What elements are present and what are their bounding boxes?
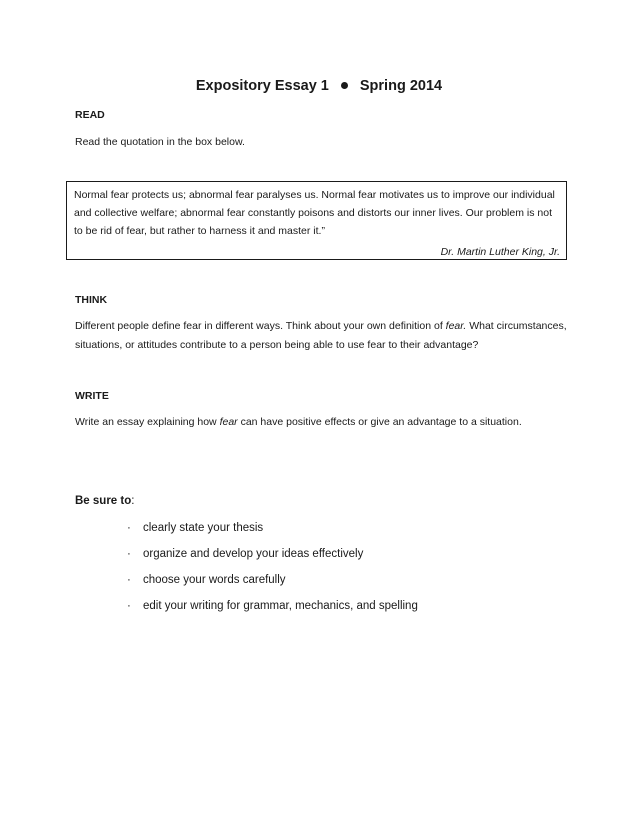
be-sure-heading	[75, 495, 134, 507]
checklist-item	[127, 597, 418, 623]
be-sure-colon: :	[131, 495, 135, 507]
page-title	[0, 78, 638, 94]
quote-attribution: Dr. Martin Luther King, Jr.	[440, 246, 560, 258]
write-heading: WRITE	[75, 390, 109, 402]
title-left: Expository Essay 1	[195, 78, 329, 94]
bullet-icon: ·	[127, 548, 131, 560]
think-emphasis: fear.	[445, 320, 467, 332]
checklist-item-text: organize and develop your ideas effectively	[143, 548, 364, 560]
read-instruction: Read the quotation in the box below.	[75, 136, 245, 148]
checklist-item	[127, 571, 418, 597]
write-prompt	[75, 413, 570, 432]
bullet-icon: ·	[127, 574, 131, 586]
read-heading: READ	[75, 109, 105, 121]
checklist	[127, 519, 418, 623]
checklist-item-text: choose your words carefully	[143, 574, 286, 586]
checklist-item-text: clearly state your thesis	[143, 522, 264, 534]
think-text-before: Different people define fear in different ways. Think about your own definition of	[75, 320, 446, 332]
think-prompt	[75, 317, 570, 355]
checklist-item	[127, 519, 418, 545]
write-emphasis: fear	[219, 416, 238, 428]
be-sure-label: Be sure to	[75, 495, 132, 507]
quote-text: Normal fear protects us; abnormal fear paralyses us. Normal fear motivates us to improve our individual and collective welfare; abnormal fear constantly poisons and distorts our inner lives. Our problem is not to be rid of fear, but rather to harness it and master it.”	[74, 189, 555, 237]
checklist-item	[127, 545, 418, 571]
bullet-icon: ·	[127, 600, 131, 612]
think-heading: THINK	[75, 294, 108, 306]
write-text-after: can have positive effects or give an advantage to a situation.	[237, 416, 522, 428]
checklist-item-text: edit your writing for grammar, mechanics, and spelling	[143, 600, 418, 612]
write-text-before: Write an essay explaining how	[75, 416, 220, 428]
quote-box	[66, 181, 567, 260]
bullet-icon: ·	[127, 522, 131, 534]
title-bullet-icon	[341, 82, 348, 89]
think-text-after: What circumstances, situations, or attitudes contribute to a person being able to use fear to their advantage?	[75, 320, 567, 351]
title-right: Spring 2014	[359, 78, 443, 94]
